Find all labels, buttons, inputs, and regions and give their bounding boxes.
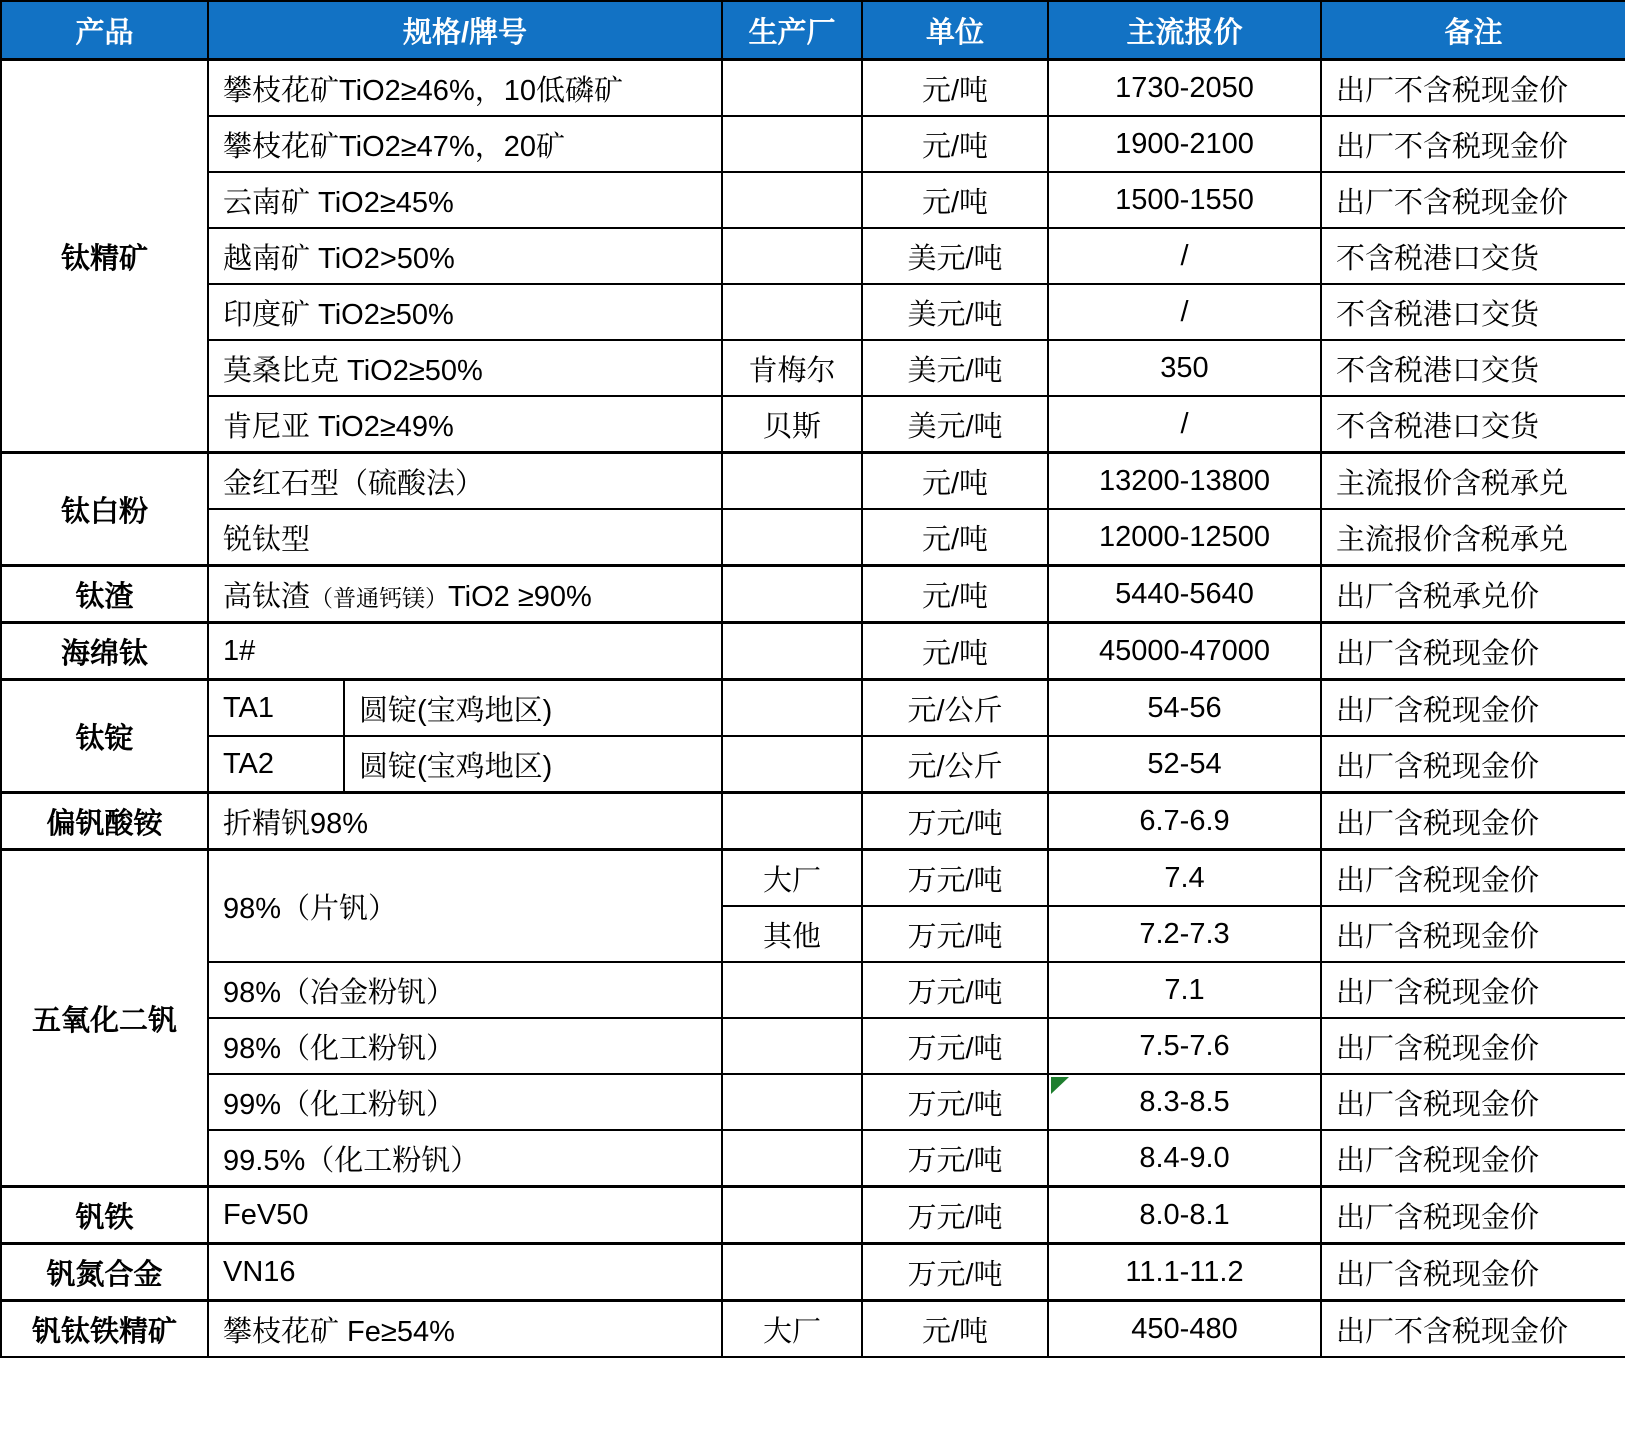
spec-tail-text: TiO2 ≥90% bbox=[448, 580, 592, 613]
price-cell bbox=[1048, 1074, 1321, 1130]
unit-cell: 元/吨 bbox=[862, 623, 1048, 680]
unit-cell: 美元/吨 bbox=[862, 396, 1048, 453]
factory-cell bbox=[722, 453, 862, 510]
spec-cell: FeV50 bbox=[208, 1187, 722, 1244]
factory-cell: 大厂 bbox=[722, 850, 862, 907]
unit-cell: 元/吨 bbox=[862, 116, 1048, 172]
spec-cell: 1# bbox=[208, 623, 722, 680]
spec-cell: 莫桑比克 TiO2≥50% bbox=[208, 340, 722, 396]
price-cell: 11.1-11.2 bbox=[1048, 1244, 1321, 1301]
price-cell: 8.0-8.1 bbox=[1048, 1187, 1321, 1244]
spec-shape-cell: 圆锭(宝鸡地区) bbox=[344, 680, 722, 737]
spec-cell: 印度矿 TiO2≥50% bbox=[208, 284, 722, 340]
unit-cell: 元/吨 bbox=[862, 509, 1048, 566]
price-cell: / bbox=[1048, 284, 1321, 340]
price-cell: 1730-2050 bbox=[1048, 60, 1321, 117]
price-cell: 1500-1550 bbox=[1048, 172, 1321, 228]
spec-cell: 金红石型（硫酸法） bbox=[208, 453, 722, 510]
note-cell: 主流报价含税承兑 bbox=[1321, 453, 1625, 510]
price-cell: / bbox=[1048, 228, 1321, 284]
spec-cell: 攀枝花矿TiO2≥47%，20矿 bbox=[208, 116, 722, 172]
note-cell: 出厂含税承兑价 bbox=[1321, 566, 1625, 623]
spec-grade-cell: TA2 bbox=[208, 736, 344, 793]
note-cell: 出厂不含税现金价 bbox=[1321, 60, 1625, 117]
price-cell: 6.7-6.9 bbox=[1048, 793, 1321, 850]
price-cell: 7.2-7.3 bbox=[1048, 906, 1321, 962]
unit-cell: 万元/吨 bbox=[862, 850, 1048, 907]
table-row bbox=[1, 680, 1625, 737]
note-cell: 不含税港口交货 bbox=[1321, 396, 1625, 453]
price-cell: 350 bbox=[1048, 340, 1321, 396]
table-row bbox=[1, 623, 1625, 680]
factory-cell: 大厂 bbox=[722, 1301, 862, 1358]
table-row bbox=[1, 396, 1625, 453]
table-row bbox=[1, 1130, 1625, 1187]
spec-cell: 99%（化工粉钒） bbox=[208, 1074, 722, 1130]
factory-cell bbox=[722, 1018, 862, 1074]
spec-cell: VN16 bbox=[208, 1244, 722, 1301]
unit-cell: 元/吨 bbox=[862, 60, 1048, 117]
note-cell: 出厂不含税现金价 bbox=[1321, 1301, 1625, 1358]
header-row bbox=[1, 1, 1625, 60]
price-cell: 7.5-7.6 bbox=[1048, 1018, 1321, 1074]
spec-cell: 云南矿 TiO2≥45% bbox=[208, 172, 722, 228]
factory-cell: 其他 bbox=[722, 906, 862, 962]
spec-cell: 折精钒98% bbox=[208, 793, 722, 850]
factory-cell bbox=[722, 509, 862, 566]
note-cell: 出厂含税现金价 bbox=[1321, 1187, 1625, 1244]
product-group-cell: 海绵钛 bbox=[1, 623, 208, 680]
spec-cell: 攀枝花矿 Fe≥54% bbox=[208, 1301, 722, 1358]
unit-cell: 万元/吨 bbox=[862, 1018, 1048, 1074]
table-row bbox=[1, 962, 1625, 1018]
price-cell: 54-56 bbox=[1048, 680, 1321, 737]
note-cell: 出厂含税现金价 bbox=[1321, 1018, 1625, 1074]
price-cell: 7.1 bbox=[1048, 962, 1321, 1018]
table-row bbox=[1, 60, 1625, 117]
note-cell: 出厂含税现金价 bbox=[1321, 962, 1625, 1018]
price-cell: 52-54 bbox=[1048, 736, 1321, 793]
unit-cell: 美元/吨 bbox=[862, 284, 1048, 340]
factory-cell bbox=[722, 736, 862, 793]
price-cell: 8.4-9.0 bbox=[1048, 1130, 1321, 1187]
factory-cell bbox=[722, 1244, 862, 1301]
spec-cell: 98%（化工粉钒） bbox=[208, 1018, 722, 1074]
table-row bbox=[1, 736, 1625, 793]
factory-cell bbox=[722, 1130, 862, 1187]
table-row bbox=[1, 116, 1625, 172]
factory-cell bbox=[722, 228, 862, 284]
product-group-cell: 五氧化二钒 bbox=[1, 850, 208, 1187]
product-group-cell: 钛渣 bbox=[1, 566, 208, 623]
table-row bbox=[1, 850, 1625, 907]
note-cell: 主流报价含税承兑 bbox=[1321, 509, 1625, 566]
table-row bbox=[1, 566, 1625, 623]
col-header-spec: 规格/牌号 bbox=[208, 1, 722, 60]
factory-cell bbox=[722, 793, 862, 850]
spec-cell: 肯尼亚 TiO2≥49% bbox=[208, 396, 722, 453]
unit-cell: 万元/吨 bbox=[862, 1244, 1048, 1301]
table-row bbox=[1, 1074, 1625, 1130]
factory-cell bbox=[722, 60, 862, 117]
table-row bbox=[1, 509, 1625, 566]
spec-shape-cell: 圆锭(宝鸡地区) bbox=[344, 736, 722, 793]
note-cell: 出厂含税现金价 bbox=[1321, 793, 1625, 850]
unit-cell: 元/吨 bbox=[862, 453, 1048, 510]
factory-cell bbox=[722, 284, 862, 340]
col-header-note: 备注 bbox=[1321, 1, 1625, 60]
note-cell: 出厂含税现金价 bbox=[1321, 906, 1625, 962]
unit-cell: 元/公斤 bbox=[862, 680, 1048, 737]
price-cell: 450-480 bbox=[1048, 1301, 1321, 1358]
price-cell: 5440-5640 bbox=[1048, 566, 1321, 623]
unit-cell: 元/吨 bbox=[862, 172, 1048, 228]
unit-cell: 万元/吨 bbox=[862, 1074, 1048, 1130]
factory-cell bbox=[722, 1187, 862, 1244]
factory-cell: 贝斯 bbox=[722, 396, 862, 453]
table-row bbox=[1, 1244, 1625, 1301]
unit-cell: 万元/吨 bbox=[862, 793, 1048, 850]
col-header-factory: 生产厂 bbox=[722, 1, 862, 60]
product-group-cell: 钛白粉 bbox=[1, 453, 208, 566]
table-row bbox=[1, 1018, 1625, 1074]
factory-cell bbox=[722, 962, 862, 1018]
price-cell: 45000-47000 bbox=[1048, 623, 1321, 680]
note-cell: 出厂含税现金价 bbox=[1321, 850, 1625, 907]
product-group-cell: 钛精矿 bbox=[1, 60, 208, 453]
product-group-cell: 偏钒酸铵 bbox=[1, 793, 208, 850]
note-cell: 出厂含税现金价 bbox=[1321, 623, 1625, 680]
price-cell: 12000-12500 bbox=[1048, 509, 1321, 566]
factory-cell: 肯梅尔 bbox=[722, 340, 862, 396]
col-header-product: 产品 bbox=[1, 1, 208, 60]
spec-cell: 98%（冶金粉钒） bbox=[208, 962, 722, 1018]
spec-cell bbox=[208, 566, 722, 623]
spec-cell: 攀枝花矿TiO2≥46%，10低磷矿 bbox=[208, 60, 722, 117]
unit-cell: 元/公斤 bbox=[862, 736, 1048, 793]
col-header-unit: 单位 bbox=[862, 1, 1048, 60]
factory-cell bbox=[722, 623, 862, 680]
table-row bbox=[1, 228, 1625, 284]
table-row bbox=[1, 284, 1625, 340]
price-cell: 7.4 bbox=[1048, 850, 1321, 907]
unit-cell: 万元/吨 bbox=[862, 1130, 1048, 1187]
note-cell: 出厂含税现金价 bbox=[1321, 1130, 1625, 1187]
table-row bbox=[1, 1301, 1625, 1358]
unit-cell: 美元/吨 bbox=[862, 228, 1048, 284]
factory-cell bbox=[722, 172, 862, 228]
unit-cell: 万元/吨 bbox=[862, 906, 1048, 962]
table-row bbox=[1, 172, 1625, 228]
green-corner-indicator-icon bbox=[1051, 1077, 1069, 1094]
product-group-cell: 钒氮合金 bbox=[1, 1244, 208, 1301]
spec-subnote-text: （普通钙镁） bbox=[310, 584, 449, 611]
unit-cell: 万元/吨 bbox=[862, 962, 1048, 1018]
factory-cell bbox=[722, 116, 862, 172]
spec-cell: 98%（片钒） bbox=[208, 850, 722, 963]
factory-cell bbox=[722, 1074, 862, 1130]
note-cell: 不含税港口交货 bbox=[1321, 228, 1625, 284]
spec-text: 高钛渣 bbox=[223, 580, 311, 613]
note-cell: 出厂含税现金价 bbox=[1321, 680, 1625, 737]
product-group-cell: 钒铁 bbox=[1, 1187, 208, 1244]
unit-cell: 元/吨 bbox=[862, 566, 1048, 623]
spec-cell: 99.5%（化工粉钒） bbox=[208, 1130, 722, 1187]
price-cell: 1900-2100 bbox=[1048, 116, 1321, 172]
spec-cell: 锐钛型 bbox=[208, 509, 722, 566]
price-cell: 13200-13800 bbox=[1048, 453, 1321, 510]
col-header-price: 主流报价 bbox=[1048, 1, 1321, 60]
factory-cell bbox=[722, 680, 862, 737]
spec-cell: 越南矿 TiO2>50% bbox=[208, 228, 722, 284]
table-row bbox=[1, 793, 1625, 850]
unit-cell: 美元/吨 bbox=[862, 340, 1048, 396]
note-cell: 出厂含税现金价 bbox=[1321, 736, 1625, 793]
note-cell: 不含税港口交货 bbox=[1321, 284, 1625, 340]
note-cell: 出厂含税现金价 bbox=[1321, 1074, 1625, 1130]
spec-grade-cell: TA1 bbox=[208, 680, 344, 737]
unit-cell: 万元/吨 bbox=[862, 1187, 1048, 1244]
unit-cell: 元/吨 bbox=[862, 1301, 1048, 1358]
product-group-cell: 钛锭 bbox=[1, 680, 208, 793]
price-text: 8.3-8.5 bbox=[1139, 1085, 1230, 1118]
note-cell: 出厂不含税现金价 bbox=[1321, 116, 1625, 172]
factory-cell bbox=[722, 566, 862, 623]
note-cell: 不含税港口交货 bbox=[1321, 340, 1625, 396]
note-cell: 出厂含税现金价 bbox=[1321, 1244, 1625, 1301]
note-cell: 出厂不含税现金价 bbox=[1321, 172, 1625, 228]
table-row bbox=[1, 340, 1625, 396]
price-cell: / bbox=[1048, 396, 1321, 453]
table-row bbox=[1, 453, 1625, 510]
product-group-cell: 钒钛铁精矿 bbox=[1, 1301, 208, 1358]
table-row bbox=[1, 1187, 1625, 1244]
